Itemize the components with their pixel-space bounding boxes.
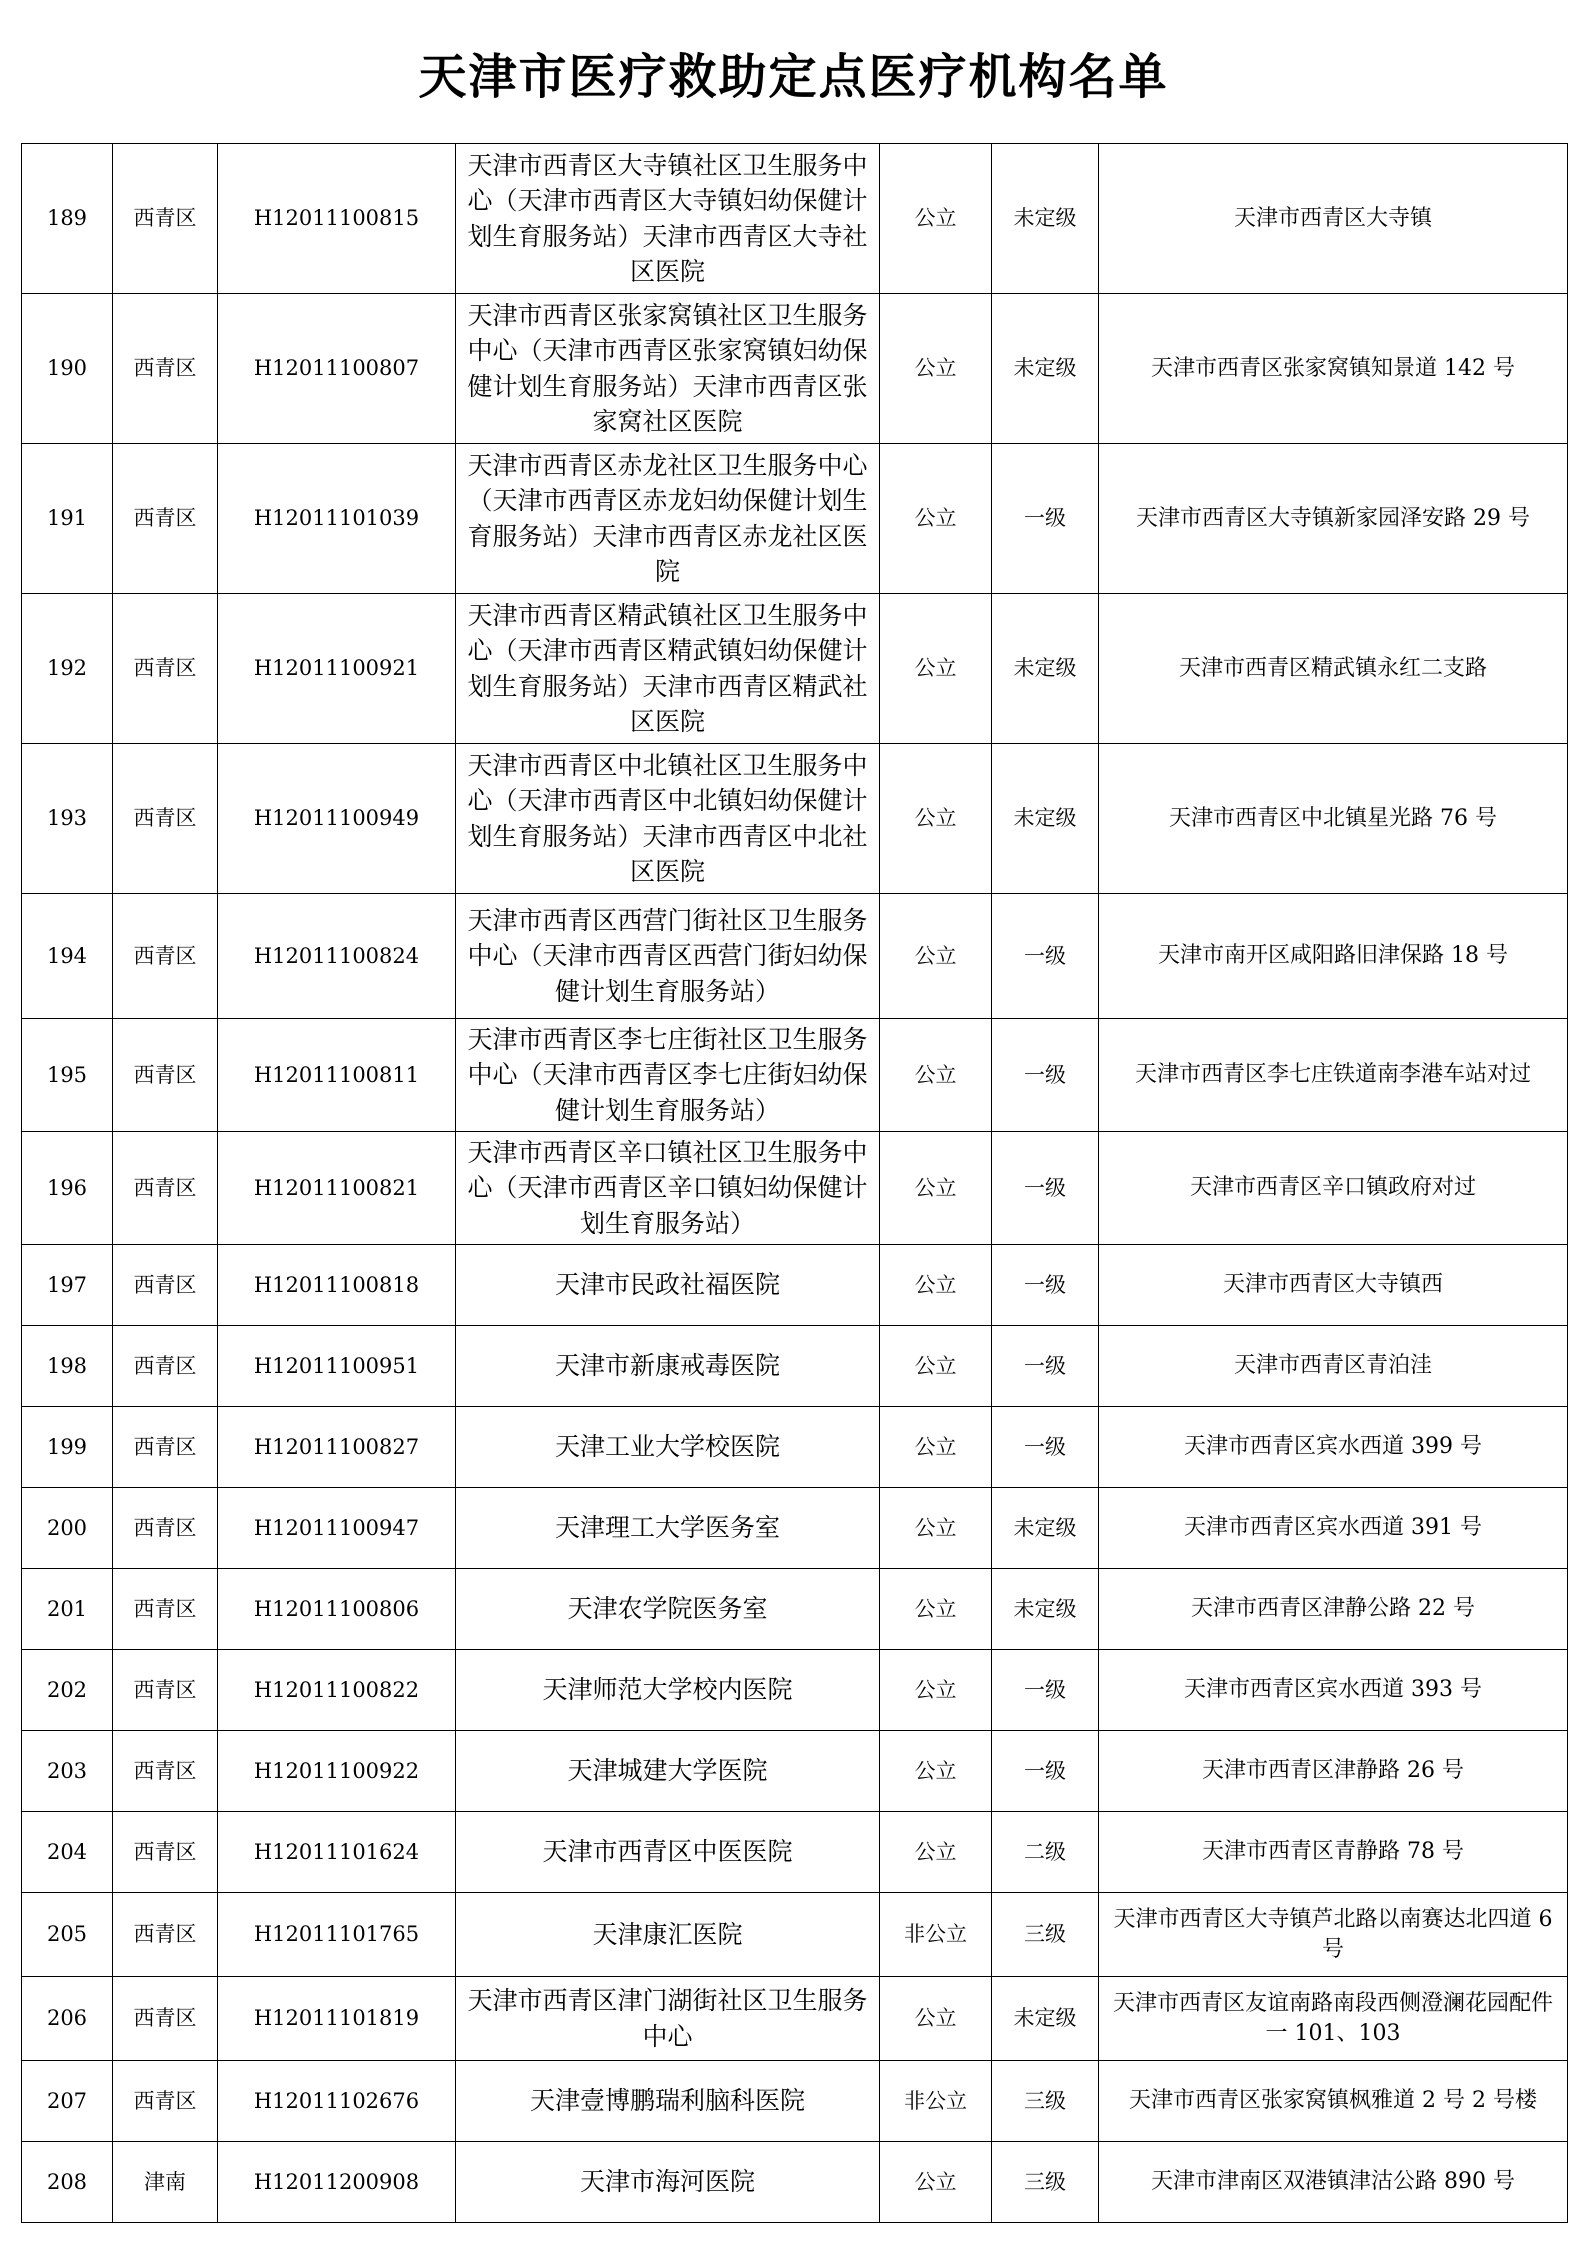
table-row	[22, 1812, 1568, 1893]
district-cell: 西青区	[113, 1977, 218, 2061]
hospital-level: 未定级	[992, 294, 1099, 444]
table-row	[22, 594, 1568, 744]
table-row	[22, 1731, 1568, 1812]
district-cell: 西青区	[113, 894, 218, 1019]
address-cell: 天津市西青区李七庄铁道南李港车站对过	[1099, 1019, 1568, 1132]
institution-code: H12011100827	[218, 1407, 456, 1488]
ownership-type: 公立	[880, 1650, 992, 1731]
institution-code: H12011100811	[218, 1019, 456, 1132]
institution-name: 天津城建大学医院	[456, 1731, 880, 1812]
ownership-type: 公立	[880, 1812, 992, 1893]
institution-name: 天津工业大学校医院	[456, 1407, 880, 1488]
address-cell: 天津市西青区宾水西道 399 号	[1099, 1407, 1568, 1488]
hospital-level: 一级	[992, 1326, 1099, 1407]
institution-code: H12011100951	[218, 1326, 456, 1407]
ownership-type: 公立	[880, 144, 992, 294]
table-row	[22, 1019, 1568, 1132]
ownership-type: 公立	[880, 1569, 992, 1650]
row-number: 191	[22, 444, 113, 594]
institution-name: 天津市西青区精武镇社区卫生服务中心（天津市西青区精武镇妇幼保健计划生育服务站）天津市西青区精武社区医院	[456, 594, 880, 744]
table-row	[22, 1245, 1568, 1326]
row-number: 193	[22, 744, 113, 894]
row-number: 197	[22, 1245, 113, 1326]
address-cell: 天津市西青区大寺镇新家园泽安路 29 号	[1099, 444, 1568, 594]
institution-name: 天津市新康戒毒医院	[456, 1326, 880, 1407]
hospital-level: 一级	[992, 1650, 1099, 1731]
table-row	[22, 144, 1568, 294]
hospital-level: 一级	[992, 444, 1099, 594]
address-cell: 天津市西青区大寺镇	[1099, 144, 1568, 294]
district-cell: 西青区	[113, 1019, 218, 1132]
address-cell: 天津市西青区青泊洼	[1099, 1326, 1568, 1407]
institution-name: 天津康汇医院	[456, 1893, 880, 1977]
ownership-type: 公立	[880, 894, 992, 1019]
district-cell: 西青区	[113, 444, 218, 594]
institution-code: H12011100922	[218, 1731, 456, 1812]
row-number: 198	[22, 1326, 113, 1407]
institution-code: H12011100921	[218, 594, 456, 744]
institution-code: H12011101819	[218, 1977, 456, 2061]
institution-name: 天津壹博鹏瑞利脑科医院	[456, 2061, 880, 2142]
institution-code: H12011200908	[218, 2142, 456, 2223]
hospital-level: 一级	[992, 1407, 1099, 1488]
institution-name: 天津师范大学校内医院	[456, 1650, 880, 1731]
row-number: 201	[22, 1569, 113, 1650]
institution-code: H12011100821	[218, 1132, 456, 1245]
address-cell: 天津市西青区青静路 78 号	[1099, 1812, 1568, 1893]
hospital-level: 三级	[992, 2061, 1099, 2142]
ownership-type: 公立	[880, 1132, 992, 1245]
district-cell: 西青区	[113, 744, 218, 894]
address-cell: 天津市西青区张家窝镇枫雅道 2 号 2 号楼	[1099, 2061, 1568, 2142]
ownership-type: 公立	[880, 294, 992, 444]
ownership-type: 公立	[880, 1977, 992, 2061]
institution-code: H12011100807	[218, 294, 456, 444]
row-number: 206	[22, 1977, 113, 2061]
institution-name: 天津市西青区大寺镇社区卫生服务中心（天津市西青区大寺镇妇幼保健计划生育服务站）天津市西青区大寺社区医院	[456, 144, 880, 294]
address-cell: 天津市西青区精武镇永红二支路	[1099, 594, 1568, 744]
institution-name: 天津市西青区中医医院	[456, 1812, 880, 1893]
institution-name: 天津市民政社福医院	[456, 1245, 880, 1326]
district-cell: 西青区	[113, 1893, 218, 1977]
institution-code: H12011100949	[218, 744, 456, 894]
institution-name: 天津市西青区李七庄街社区卫生服务中心（天津市西青区李七庄街妇幼保健计划生育服务站）	[456, 1019, 880, 1132]
ownership-type: 公立	[880, 1488, 992, 1569]
ownership-type: 公立	[880, 1019, 992, 1132]
institution-name: 天津市西青区张家窝镇社区卫生服务中心（天津市西青区张家窝镇妇幼保健计划生育服务站）天津市西青区张家窝社区医院	[456, 294, 880, 444]
hospital-level: 一级	[992, 1245, 1099, 1326]
table-row	[22, 1488, 1568, 1569]
address-cell: 天津市南开区咸阳路旧津保路 18 号	[1099, 894, 1568, 1019]
row-number: 208	[22, 2142, 113, 2223]
row-number: 195	[22, 1019, 113, 1132]
ownership-type: 公立	[880, 1731, 992, 1812]
table-row	[22, 2061, 1568, 2142]
row-number: 202	[22, 1650, 113, 1731]
table-row	[22, 1569, 1568, 1650]
address-cell: 天津市西青区大寺镇西	[1099, 1245, 1568, 1326]
district-cell: 西青区	[113, 1569, 218, 1650]
district-cell: 西青区	[113, 1132, 218, 1245]
district-cell: 西青区	[113, 1326, 218, 1407]
ownership-type: 非公立	[880, 1893, 992, 1977]
hospital-level: 未定级	[992, 594, 1099, 744]
institution-name: 天津市西青区赤龙社区卫生服务中心（天津市西青区赤龙妇幼保健计划生育服务站）天津市西青区赤龙社区医院	[456, 444, 880, 594]
row-number: 204	[22, 1812, 113, 1893]
district-cell: 西青区	[113, 594, 218, 744]
address-cell: 天津市西青区津静公路 22 号	[1099, 1569, 1568, 1650]
row-number: 205	[22, 1893, 113, 1977]
address-cell: 天津市西青区友谊南路南段西侧澄澜花园配件一 101、103	[1099, 1977, 1568, 2061]
ownership-type: 公立	[880, 444, 992, 594]
district-cell: 西青区	[113, 1650, 218, 1731]
row-number: 192	[22, 594, 113, 744]
institution-name: 天津农学院医务室	[456, 1569, 880, 1650]
district-cell: 西青区	[113, 294, 218, 444]
table-row	[22, 2142, 1568, 2223]
row-number: 196	[22, 1132, 113, 1245]
ownership-type: 公立	[880, 594, 992, 744]
row-number: 200	[22, 1488, 113, 1569]
hospital-level: 未定级	[992, 1977, 1099, 2061]
address-cell: 天津市津南区双港镇津沽公路 890 号	[1099, 2142, 1568, 2223]
institution-code: H12011101039	[218, 444, 456, 594]
institution-code: H12011101624	[218, 1812, 456, 1893]
address-cell: 天津市西青区宾水西道 393 号	[1099, 1650, 1568, 1731]
hospital-level: 二级	[992, 1812, 1099, 1893]
hospital-table	[21, 143, 1568, 2223]
address-cell: 天津市西青区中北镇星光路 76 号	[1099, 744, 1568, 894]
institution-name: 天津市海河医院	[456, 2142, 880, 2223]
hospital-level: 一级	[992, 894, 1099, 1019]
hospital-level: 未定级	[992, 744, 1099, 894]
district-cell: 西青区	[113, 1407, 218, 1488]
institution-code: H12011102676	[218, 2061, 456, 2142]
institution-code: H12011100818	[218, 1245, 456, 1326]
hospital-level: 未定级	[992, 144, 1099, 294]
hospital-level: 一级	[992, 1019, 1099, 1132]
institution-code: H12011100947	[218, 1488, 456, 1569]
table-row	[22, 1407, 1568, 1488]
institution-name: 天津市西青区中北镇社区卫生服务中心（天津市西青区中北镇妇幼保健计划生育服务站）天津市西青区中北社区医院	[456, 744, 880, 894]
hospital-level: 一级	[992, 1132, 1099, 1245]
row-number: 194	[22, 894, 113, 1019]
ownership-type: 公立	[880, 744, 992, 894]
district-cell: 津南	[113, 2142, 218, 2223]
address-cell: 天津市西青区辛口镇政府对过	[1099, 1132, 1568, 1245]
institution-code: H12011100824	[218, 894, 456, 1019]
page-title: 天津市医疗救助定点医疗机构名单	[418, 49, 1169, 105]
row-number: 189	[22, 144, 113, 294]
institution-name: 天津市西青区辛口镇社区卫生服务中心（天津市西青区辛口镇妇幼保健计划生育服务站）	[456, 1132, 880, 1245]
row-number: 203	[22, 1731, 113, 1812]
hospital-level: 一级	[992, 1731, 1099, 1812]
district-cell: 西青区	[113, 2061, 218, 2142]
ownership-type: 公立	[880, 2142, 992, 2223]
ownership-type: 公立	[880, 1407, 992, 1488]
district-cell: 西青区	[113, 1812, 218, 1893]
row-number: 199	[22, 1407, 113, 1488]
hospital-level: 未定级	[992, 1569, 1099, 1650]
address-cell: 天津市西青区宾水西道 391 号	[1099, 1488, 1568, 1569]
table-row	[22, 1893, 1568, 1977]
hospital-level: 三级	[992, 1893, 1099, 1977]
institution-code: H12011100806	[218, 1569, 456, 1650]
institution-code: H12011100815	[218, 144, 456, 294]
table-row	[22, 1132, 1568, 1245]
ownership-type: 非公立	[880, 2061, 992, 2142]
address-cell: 天津市西青区大寺镇芦北路以南赛达北四道 6 号	[1099, 1893, 1568, 1977]
hospital-level: 三级	[992, 2142, 1099, 2223]
table-row	[22, 894, 1568, 1019]
address-cell: 天津市西青区张家窝镇知景道 142 号	[1099, 294, 1568, 444]
institution-code: H12011101765	[218, 1893, 456, 1977]
hospital-level: 未定级	[992, 1488, 1099, 1569]
table-row	[22, 294, 1568, 444]
district-cell: 西青区	[113, 1488, 218, 1569]
table-row	[22, 1326, 1568, 1407]
table-row	[22, 744, 1568, 894]
table-row	[22, 444, 1568, 594]
ownership-type: 公立	[880, 1245, 992, 1326]
institution-name: 天津市西青区津门湖街社区卫生服务中心	[456, 1977, 880, 2061]
institution-name: 天津理工大学医务室	[456, 1488, 880, 1569]
institution-code: H12011100822	[218, 1650, 456, 1731]
row-number: 207	[22, 2061, 113, 2142]
row-number: 190	[22, 294, 113, 444]
address-cell: 天津市西青区津静路 26 号	[1099, 1731, 1568, 1812]
district-cell: 西青区	[113, 144, 218, 294]
table-row	[22, 1977, 1568, 2061]
district-cell: 西青区	[113, 1731, 218, 1812]
table-row	[22, 1650, 1568, 1731]
ownership-type: 公立	[880, 1326, 992, 1407]
institution-name: 天津市西青区西营门街社区卫生服务中心（天津市西青区西营门街妇幼保健计划生育服务站）	[456, 894, 880, 1019]
district-cell: 西青区	[113, 1245, 218, 1326]
